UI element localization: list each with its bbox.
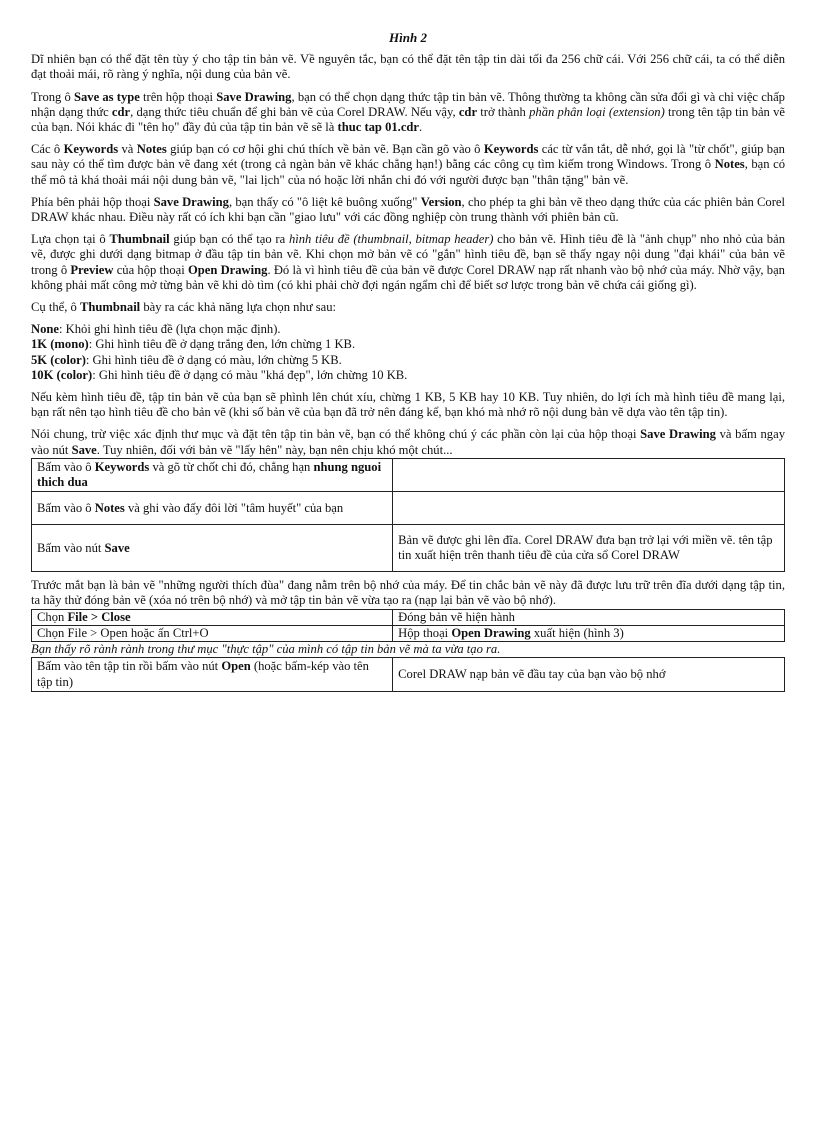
note-italic: Bạn thấy rõ rành rành trong thư mục "thực tập" của mình có tập tin bản vẽ mà ta vừa tạo ra. <box>31 642 501 657</box>
paragraph-save-as-type: Trong ô Save as type trên hộp thoại Save Drawing, bạn có thể chọn dạng thức tập tin bản vẽ. Thông thường ta không cần sửa đổi gì và chỉ việc chấp nhận dạng thức cdr, dạng thức tiêu chuẩn để ghi bản vẽ của Corel DRAW. Nếu vậy, cdr trở thành phần phân loại (extension) trong tên tập tin bản vẽ của bạn. Nói khác đi "tên họ" đầy đủ của tập tin bản vẽ sẽ là thuc tap 01.cdr. <box>31 89 785 135</box>
table-row <box>32 625 785 641</box>
list-item: None: Khỏi ghi hình tiêu đề (lựa chọn mặc định). <box>31 322 281 337</box>
table-cell-result: Bản vẽ được ghi lên đĩa. Corel DRAW đưa bạn trở lại với miền vẽ. tên tập tin xuất hiện trên thanh tiêu đề của cửa sổ Corel DRAW <box>393 525 785 572</box>
steps-table-open-file <box>31 657 785 691</box>
steps-table-save <box>31 458 785 572</box>
paragraph-file-name: Dĩ nhiên bạn có thể đặt tên tùy ý cho tập tin bản vẽ. Về nguyên tắc, bạn có thể đặt tên tập tin dài tối đa 256 chữ cái. Với 256 chữ cái, ta có thể diễn đạt thoải mái, rõ ràng ý nghĩa, nội dung của bản vẽ. <box>31 52 785 82</box>
paragraph-save-intro: Nói chung, trừ việc xác định thư mục và đặt tên tập tin bản vẽ, bạn có thể không chú ý các phần còn lại của hộp thoại Save Drawing và bấm ngay vào nút Save. Tuy nhiên, đối với bản vẽ "lấy hên" này, bạn nên chịu khó một chút... <box>31 427 785 457</box>
paragraph-keywords-notes: Các ô Keywords và Notes giúp bạn có cơ hội ghi chú thích về bản vẽ. Bạn cần gõ vào ô Keywords các từ vắn tắt, dễ nhớ, gọi là "từ chốt", giúp bạn sau này có thể tìm được bản vẽ đang xét (trong cả ngàn bản vẽ khác chẳng hạn!) bằng các công cụ tìm kiếm trong Windows. Trong ô Notes, bạn có thể mô tả khá thoải mái nội dung bản vẽ, "lai lịch" của nó hoặc lời nhắn chi đó với người được bạn "thân tặng" bản vẽ. <box>31 142 785 187</box>
table-cell-result: Đóng bản vẽ hiện hành <box>393 609 785 625</box>
list-item: 5K (color): Ghi hình tiêu đề ở dạng có màu, lớn chừng 5 KB. <box>31 352 342 367</box>
paragraph-version: Phía bên phải hộp thoại Save Drawing, bạn thấy có "ô liệt kê buông xuống" Version, cho phép ta ghi bản vẽ theo dạng thức của các phiên bản Corel DRAW khác nhau. Điều này rất có ích khi bạn cần "giao lưu" với các đồng nghiệp còn trung thành với phiên bản cũ. <box>31 194 785 225</box>
table-row <box>32 658 785 691</box>
table-row <box>32 492 785 525</box>
table-cell-result <box>393 458 785 491</box>
table-row <box>32 458 785 491</box>
table-cell-result <box>393 492 785 525</box>
table-cell-result: Corel DRAW nạp bản vẽ đầu tay của bạn vào bộ nhớ <box>393 658 785 691</box>
table-cell-action: Chọn File > Open hoặc ấn Ctrl+O <box>32 625 393 641</box>
steps-table-close-open <box>31 609 785 642</box>
list-item: 10K (color): Ghi hình tiêu đề ở dạng có màu "khá đẹp", lớn chừng 10 KB. <box>31 367 408 382</box>
paragraph-reopen: Trước mắt bạn là bản vẽ "những người thích đùa" đang nằm trên bộ nhớ của máy. Để tin chắc bản vẽ này đã được lưu trữ trên đĩa dưới dạng tập tin, ta hãy thử đóng bản vẽ (xóa nó trên bộ nhớ) và mở tập tin bản vẽ vừa tạo ra (nạp lại bản vẽ vào bộ nhớ). <box>31 578 785 608</box>
figure-caption: Hình 2 <box>389 30 427 45</box>
table-cell-action: Bấm vào tên tập tin rồi bấm vào nút Open (hoặc bấm-kép vào tên tập tin) <box>32 658 393 691</box>
table-cell-action: Bấm vào nút Save <box>32 525 393 572</box>
table-cell-action: Bấm vào ô Keywords và gõ từ chốt chi đó, chẳng hạn nhung nguoi thich dua <box>32 458 393 491</box>
list-item: 1K (mono): Ghi hình tiêu đề ở dạng trắng đen, lớn chừng 1 KB. <box>31 337 356 352</box>
table-row <box>32 525 785 572</box>
paragraph-thumbnail-intro: Cụ thể, ô Thumbnail bày ra các khả năng lựa chọn như sau: <box>31 300 337 315</box>
table-cell-action: Chọn File > Close <box>32 609 393 625</box>
table-cell-result: Hộp thoại Open Drawing xuất hiện (hình 3) <box>393 625 785 641</box>
thumbnail-options-list <box>31 322 785 383</box>
table-cell-action: Bấm vào ô Notes và ghi vào đấy đôi lời "tâm huyết" của bạn <box>32 492 393 525</box>
table-row <box>32 609 785 625</box>
paragraph-thumbnail-size: Nếu kèm hình tiêu đề, tập tin bản vẽ của bạn sẽ phình lên chút xíu, chừng 1 KB, 5 KB hay 10 KB. Tuy nhiên, do lợi ích mà hình tiêu đề mang lại, bạn rất nên tạo hình tiêu đề cho bản vẽ (khi số bản vẽ của bạn đã trở nên đáng kể, bạn khó mà nhớ rõ nội dung bản vẽ dựa vào tên tập tin). <box>31 390 785 420</box>
paragraph-thumbnail: Lựa chọn tại ô Thumbnail giúp bạn có thể tạo ra hình tiêu đề (thumbnail, bitmap header) cho bản vẽ. Hình tiêu đề là "ảnh chụp" nho nhỏ của bản vẽ, được ghi dưới dạng bitmap ở đầu tập tin bản vẽ. Khi chọn mở bản vẽ có "gắn" hình tiêu đề, bạn sẽ thấy ngay nội dung "đại khái" của bản vẽ trong ô Preview của hộp thoại Open Drawing. Đó là vì hình tiêu đề của bản vẽ được Corel DRAW nạp rất nhanh vào bộ nhớ của máy. Nhờ vậy, bạn không phải mất công mở từng bản vẽ khi dò tìm (có khi phải chờ đợi ngán ngẩm chỉ để biết sơ lược trong bản vẽ chứa cái giống gì). <box>31 232 785 292</box>
